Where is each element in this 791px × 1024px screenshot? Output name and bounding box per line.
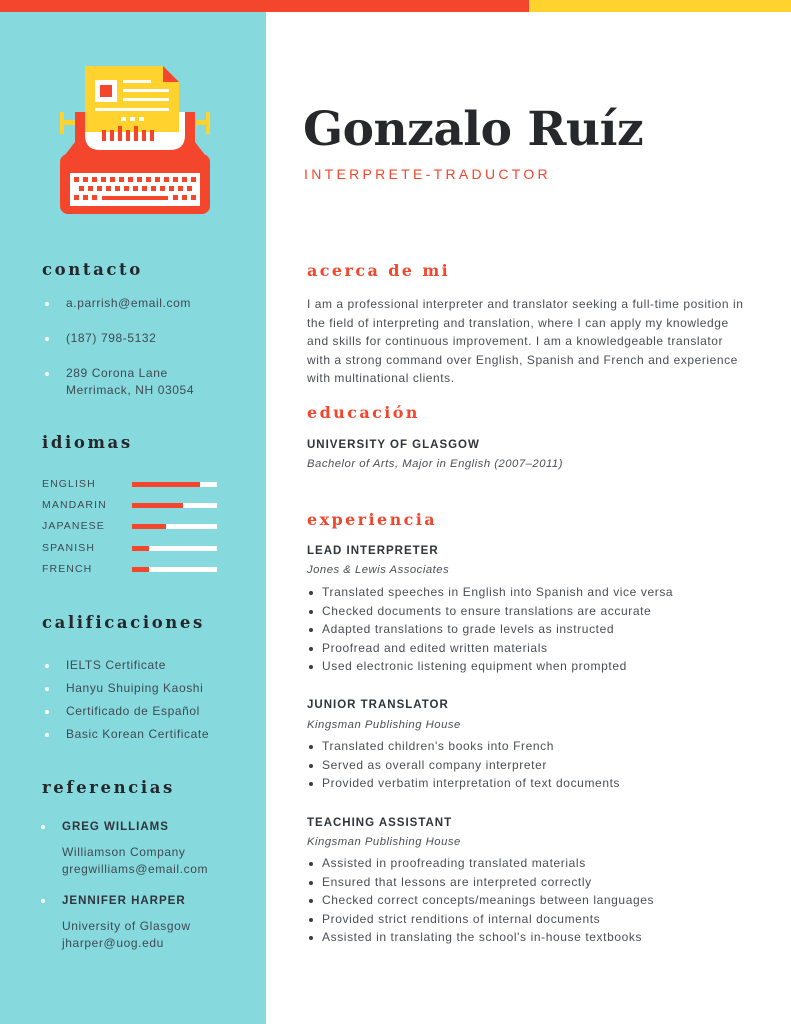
language-level-fill — [132, 503, 183, 508]
contact-address: 289 Corona Lane Merrimack, NH 03054 — [42, 365, 194, 399]
job-title: JUNIOR TRANSLATOR — [307, 699, 449, 711]
list-item: Assisted in proofreading translated materials — [307, 854, 747, 873]
bullet-icon — [45, 710, 49, 714]
bullet-icon — [309, 610, 313, 614]
bullet-icon — [45, 664, 49, 668]
language-row-english — [42, 478, 222, 492]
bullet-icon — [309, 899, 313, 903]
contact-list-address — [42, 365, 194, 399]
references-heading: referencias — [42, 778, 175, 797]
reference-item-1 — [38, 818, 208, 878]
language-row-mandarin — [42, 499, 222, 513]
bullet-icon — [309, 628, 313, 632]
job-title: LEAD INTERPRETER — [307, 545, 439, 557]
reference-name: JENNIFER HARPER — [62, 895, 186, 907]
language-level-bar — [132, 524, 217, 529]
list-item: Translated speeches in English into Spanish and vice versa — [307, 583, 747, 602]
education-degree: Bachelor of Arts, Major in English (2007–2011) — [307, 458, 563, 470]
job-bullets — [307, 737, 747, 793]
language-name: SPANISH — [42, 542, 96, 554]
reference-org: University of Glasgow — [62, 919, 191, 933]
bullet-icon — [309, 745, 313, 749]
bullet-icon — [45, 337, 49, 341]
qualification-item: Certificado de Español — [42, 703, 209, 720]
qualifications-list — [42, 657, 209, 743]
bullet-icon — [41, 825, 45, 829]
bullet-icon — [309, 647, 313, 651]
bullet-icon — [309, 862, 313, 866]
language-level-bar — [132, 503, 217, 508]
contact-email[interactable]: a.parrish@email.com — [42, 295, 191, 312]
list-item: Checked documents to ensure translations are accurate — [307, 602, 747, 621]
list-item: Ensured that lessons are interpreted correctly — [307, 873, 747, 892]
language-level-fill — [132, 482, 200, 487]
language-level-bar — [132, 567, 217, 572]
about-text: I am a professional interpreter and translator seeking a full-time position in the field of interpreting and translation, where I can apply my knowledge and skills for continuous improvement. I am a knowledgeable translator with a strong command over English, Spanish and French and experience with multinational clients. — [307, 297, 744, 385]
bullet-icon — [309, 665, 313, 669]
bullet-icon — [309, 918, 313, 922]
top-accent-red — [0, 0, 529, 12]
bullet-icon — [41, 899, 45, 903]
job-company: Jones & Lewis Associates — [307, 564, 450, 576]
reference-item-2 — [38, 892, 191, 952]
language-row-japanese — [42, 520, 222, 534]
language-name: MANDARIN — [42, 499, 107, 511]
contact-heading: contacto — [42, 260, 143, 279]
list-item: Served as overall company interpreter — [307, 756, 747, 775]
contact-list — [42, 295, 191, 312]
education-school: UNIVERSITY OF GLASGOW — [307, 439, 480, 451]
list-item: Checked correct concepts/meanings between languages — [307, 891, 747, 910]
bullet-icon — [309, 936, 313, 940]
bullet-icon — [309, 881, 313, 885]
language-row-spanish — [42, 542, 222, 556]
typewriter-icon — [55, 60, 215, 220]
language-level-fill — [132, 546, 149, 551]
list-item: Proofread and edited written materials — [307, 639, 747, 658]
candidate-title: INTERPRETE-TRADUCTOR — [304, 166, 551, 182]
bullet-icon — [309, 782, 313, 786]
contact-phone[interactable]: (187) 798-5132 — [42, 330, 156, 347]
list-item: Adapted translations to grade levels as instructed — [307, 620, 747, 639]
language-name: ENGLISH — [42, 478, 96, 490]
bullet-icon — [45, 687, 49, 691]
bullet-icon — [45, 372, 49, 376]
bullet-icon — [309, 764, 313, 768]
bullet-icon — [309, 591, 313, 595]
language-name: FRENCH — [42, 563, 93, 575]
bullet-icon — [45, 733, 49, 737]
language-level-fill — [132, 567, 149, 572]
job-bullets — [307, 854, 747, 947]
list-item: Translated children's books into French — [307, 737, 747, 756]
top-accent-yellow — [529, 0, 791, 12]
language-name: JAPANESE — [42, 520, 105, 532]
reference-email[interactable]: gregwilliams@email.com — [62, 862, 209, 876]
top-accent-bar — [0, 0, 791, 12]
job-company: Kingsman Publishing House — [307, 836, 461, 848]
languages-heading: idiomas — [42, 433, 133, 452]
language-row-french — [42, 563, 222, 577]
language-level-bar — [132, 546, 217, 551]
qualification-item: Basic Korean Certificate — [42, 726, 209, 743]
experience-heading: experiencia — [307, 510, 437, 529]
candidate-name: Gonzalo Ruíz — [303, 102, 644, 157]
list-item: Assisted in translating the school's in-house textbooks — [307, 928, 747, 947]
job-company: Kingsman Publishing House — [307, 719, 461, 731]
education-heading: educación — [307, 403, 420, 422]
about-heading: acerca de mi — [307, 261, 451, 280]
list-item: Provided verbatim interpretation of text documents — [307, 774, 747, 793]
qualification-item: IELTS Certificate — [42, 657, 209, 674]
bullet-icon — [45, 302, 49, 306]
qualification-item: Hanyu Shuiping Kaoshi — [42, 680, 209, 697]
list-item: Used electronic listening equipment when prompted — [307, 657, 747, 676]
language-level-bar — [132, 482, 217, 487]
reference-email[interactable]: jharper@uog.edu — [62, 936, 164, 950]
reference-org: Williamson Company — [62, 845, 186, 859]
qualifications-heading: calificaciones — [42, 613, 205, 632]
language-level-fill — [132, 524, 166, 529]
job-title: TEACHING ASSISTANT — [307, 817, 453, 829]
job-bullets — [307, 583, 747, 676]
list-item: Provided strict renditions of internal documents — [307, 910, 747, 929]
reference-name: GREG WILLIAMS — [62, 821, 169, 833]
contact-list-phone — [42, 330, 156, 347]
